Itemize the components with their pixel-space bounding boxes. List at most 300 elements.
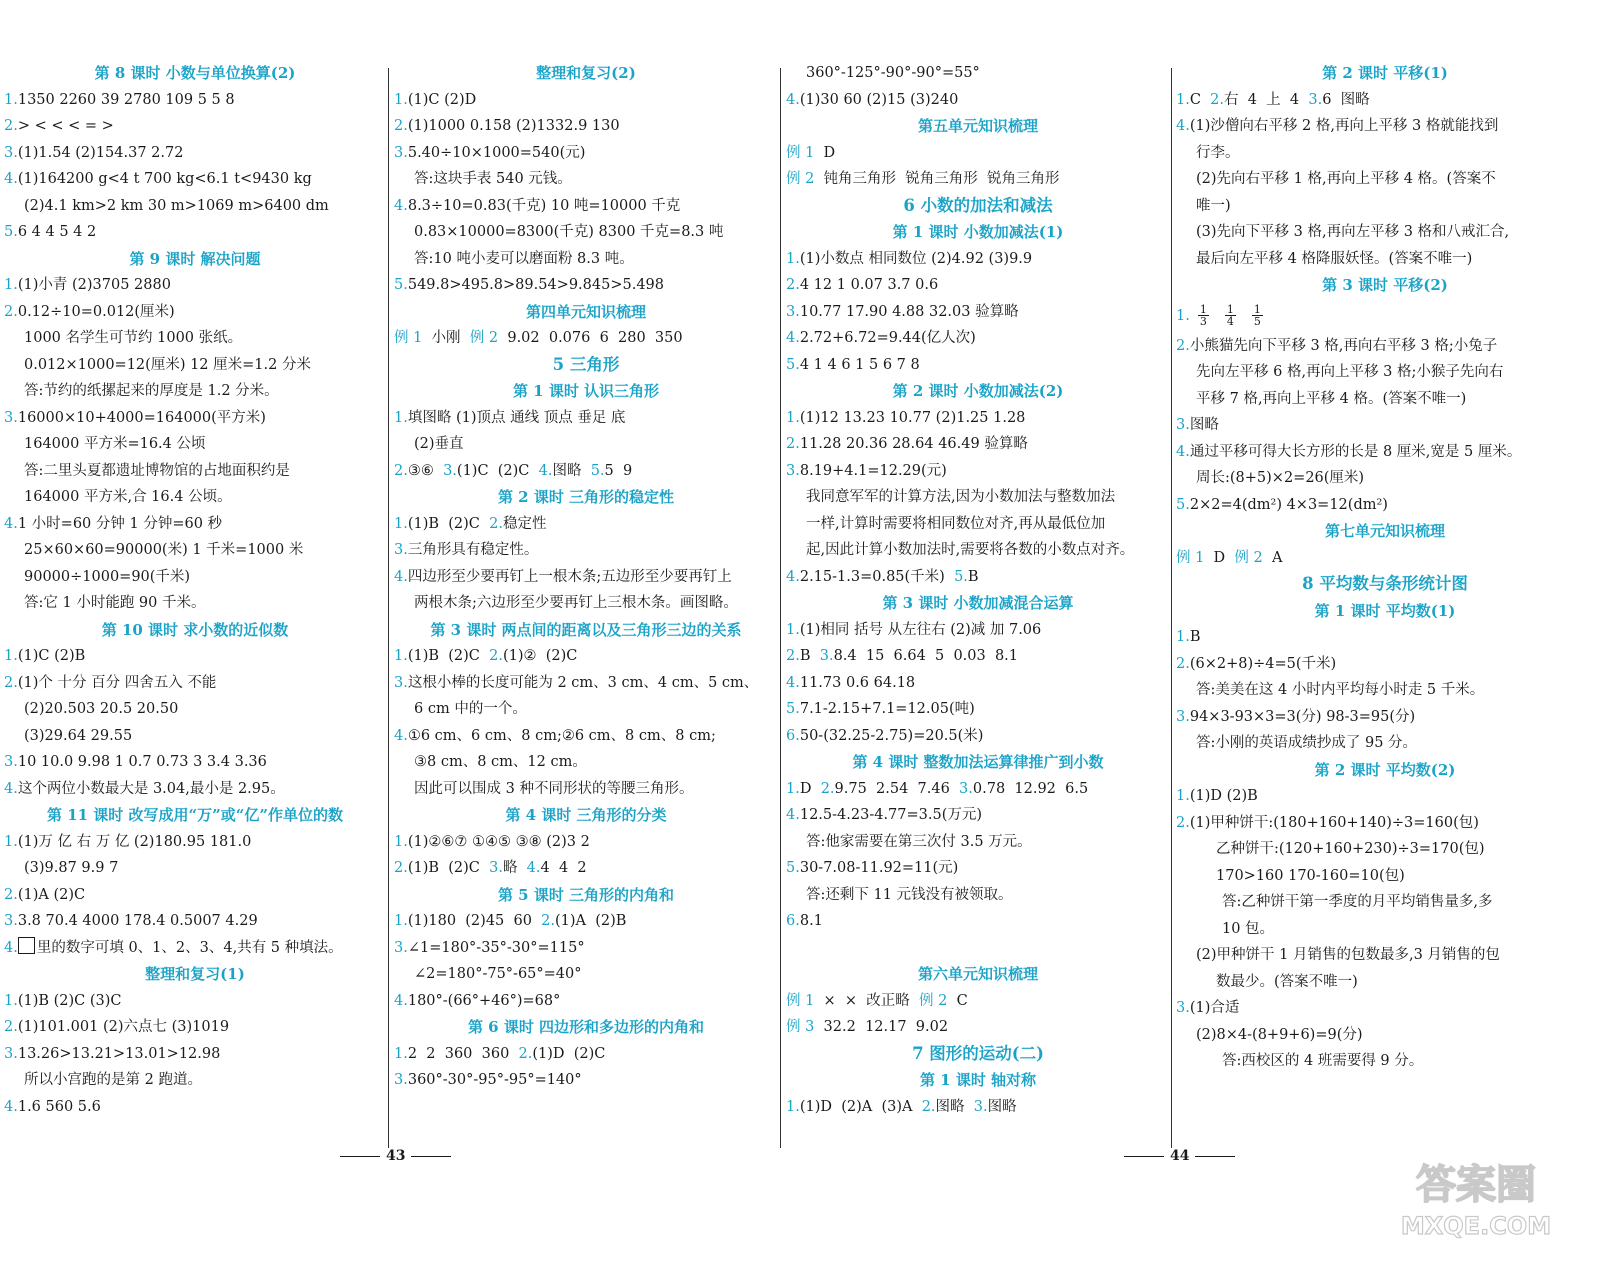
- answer-text: 钝角三角形 锐角三角形 锐角三角形: [814, 171, 1060, 187]
- question-number: 3.: [1308, 91, 1323, 108]
- answer-text: (1)个 十分 百分 四舍五入 不能: [17, 674, 217, 691]
- answer-line: [786, 140, 1170, 167]
- answer-line: (2)20.503 20.5 20.50: [24, 701, 179, 717]
- answer-line: [1176, 333, 1594, 360]
- page-number-left: [340, 1148, 451, 1164]
- answer-line: 一样,计算时需要将相同数位对齐,再从最低位加: [806, 515, 1106, 532]
- answer-text: 小刚: [422, 330, 470, 346]
- question-number: 4.: [394, 992, 408, 1009]
- answer-line: [394, 140, 778, 167]
- answer-line: [786, 988, 1170, 1015]
- answer-text: (1)C (2)D: [407, 91, 477, 108]
- answer-text: 16000×10+4000=164000(平方米): [17, 409, 266, 426]
- lesson-heading: 第七单元知识梳理: [1324, 522, 1445, 540]
- question-number: 2.: [1176, 337, 1190, 354]
- answer-line: 答:乙种饼干第一季度的月平均销售量多,多: [1222, 894, 1493, 910]
- unit-title: 7 图形的运动(二): [912, 1043, 1044, 1063]
- answer-text: C: [947, 992, 968, 1009]
- question-number: 1.: [394, 1045, 408, 1062]
- lesson-heading: 第六单元知识梳理: [917, 965, 1038, 983]
- page-number-right: [1124, 1148, 1235, 1164]
- answer-text: 里的数字可填 0、1、2、3、4,共有 5 种填法。: [36, 939, 343, 956]
- answer-text: (1)② (2)C: [502, 648, 578, 664]
- question-number: 例 2: [1234, 549, 1263, 566]
- answer-line: [4, 1094, 386, 1121]
- answer-text: ③⑥: [407, 462, 444, 479]
- answer-text: (1)164200 g<4 t 700 kg<6.1 t<9430 kg: [17, 171, 312, 187]
- answer-text: D: [799, 780, 821, 797]
- answer-line: 周长:(8+5)×2=26(厘米): [1196, 470, 1365, 486]
- answer-line: [786, 776, 1170, 803]
- answer-line: 答:10 吨小麦可以磨面粉 8.3 吨。: [414, 250, 634, 267]
- answer-text: (1)②⑥⑦ ①④⑤ ③⑧ (2)3 2: [407, 833, 590, 850]
- answer-text: 8.4 15 6.64 5 0.03 8.1: [833, 648, 1019, 664]
- answer-line: 我同意军军的计算方法,因为小数加法与整数加法: [806, 489, 1116, 505]
- answer-line: 1000 名学生可节约 1000 张纸。: [24, 330, 243, 346]
- fraction: [1198, 304, 1209, 327]
- answer-text: 549.8>495.8>89.54>9.845>5.498: [407, 277, 664, 293]
- answer-line: [394, 723, 778, 750]
- answer-line: [1176, 439, 1594, 466]
- lesson-heading: 第 1 课时 小数加减法(1): [892, 223, 1064, 241]
- question-number: 1.: [1176, 788, 1190, 804]
- question-number: 例 2: [786, 171, 815, 187]
- answer-text: 1350 2260 39 2780 109 5 5 8: [17, 91, 235, 108]
- answer-text: 13.26>13.21>13.01>12.98: [17, 1045, 221, 1062]
- answer-text: 4 4 2: [540, 860, 587, 876]
- answer-text: 50-(32.25-2.75)=20.5(米): [799, 727, 984, 744]
- answer-column-4: [1176, 60, 1594, 1075]
- question-number: 例 1: [786, 144, 815, 161]
- answer-text: 180°-(66°+46°)=68°: [407, 992, 561, 1009]
- answer-text: (1)相同 括号 从左往右 (2)减 加 7.06: [799, 621, 1042, 638]
- question-number: 2.: [921, 1098, 936, 1115]
- answer-text: ∠1=180°-35°-30°=115°: [407, 939, 585, 956]
- answer-text: 3.8 70.4 4000 178.4 0.5007 4.29: [17, 913, 258, 929]
- answer-text: 2.72+6.72=9.44(亿人次): [799, 330, 976, 346]
- answer-text: (1)沙僧向右平移 2 格,再向上平移 3 格就能找到: [1189, 118, 1499, 134]
- question-number: 2.: [394, 860, 408, 876]
- answer-line: 唯一): [1196, 197, 1231, 214]
- answer-line: [1176, 299, 1594, 333]
- question-number: 2.: [1210, 91, 1225, 108]
- question-number: 4.: [786, 91, 800, 108]
- answer-text: 这个两位小数最大是 3.04,最小是 2.95。: [17, 780, 285, 797]
- answer-line: [394, 405, 778, 432]
- lesson-heading: 第四单元知识梳理: [525, 302, 646, 321]
- answer-line: [786, 352, 1170, 379]
- answer-line: ③8 cm、8 cm、12 cm。: [414, 754, 587, 770]
- question-number: 2.: [489, 515, 503, 532]
- answer-text: 2×2=4(dm²) 4×3=12(dm²): [1189, 496, 1388, 513]
- question-number: 1.: [4, 833, 18, 850]
- question-number: 例 3: [786, 1019, 815, 1035]
- answer-line: ∠2=180°-75°-65°=40°: [414, 966, 582, 982]
- question-number: 3.: [1176, 1000, 1190, 1016]
- answer-line: [4, 670, 386, 697]
- question-number: 1.: [786, 409, 800, 426]
- numerator: 1: [1199, 303, 1207, 316]
- answer-text: 2.15-1.3=0.85(千米): [799, 568, 955, 585]
- answer-line: 答:这块手表 540 元钱。: [414, 171, 572, 187]
- question-number: 1.: [4, 992, 18, 1009]
- answer-text: 图略: [1189, 417, 1219, 433]
- answer-text: 9.75 2.54 7.46: [834, 780, 960, 797]
- question-number: 1.: [394, 648, 408, 664]
- lesson-heading: 第 1 课时 轴对称: [919, 1071, 1037, 1089]
- question-number: 4.: [526, 860, 541, 876]
- answer-line: [1176, 995, 1594, 1022]
- answer-line: 行李。: [1196, 144, 1240, 161]
- answer-line: [4, 219, 386, 246]
- question-number: 4.: [4, 171, 18, 187]
- question-number: 4.: [4, 515, 18, 532]
- answer-line: 答:二里头夏都遗址博物馆的占地面积约是: [24, 462, 290, 479]
- question-number: 4.: [786, 807, 800, 823]
- answer-line: [1176, 810, 1594, 837]
- answer-text: (1)B (2)C: [407, 515, 490, 532]
- question-number: 3.: [443, 462, 457, 479]
- answer-text: 稳定性: [502, 515, 547, 532]
- question-number: 2.: [4, 303, 18, 320]
- answer-text: × × 改正略: [814, 992, 920, 1009]
- answer-text: (1)101.001 (2)六点七 (3)1019: [17, 1019, 230, 1035]
- unit-title: 8 平均数与条形统计图: [1302, 574, 1468, 593]
- answer-line: [394, 908, 778, 935]
- answer-text: 5.40÷10×1000=540(元): [407, 144, 586, 161]
- answer-line: [4, 776, 386, 803]
- question-number: 3.: [786, 303, 800, 320]
- answer-text: 右 4 上 4: [1224, 91, 1309, 108]
- watermark-url: MXQE.COM: [1400, 1212, 1552, 1240]
- question-number: 1.: [394, 833, 408, 850]
- question-number: 2.: [541, 913, 555, 929]
- lesson-heading: 第五单元知识梳理: [917, 117, 1038, 135]
- answer-text: D: [1204, 549, 1235, 566]
- answer-line: [786, 908, 1170, 935]
- unit-title: 6 小数的加法和减法: [903, 195, 1053, 215]
- lesson-heading: 第 4 课时 整数加法运算律推广到小数: [852, 753, 1104, 771]
- question-number: 5.: [4, 224, 18, 240]
- question-number: 5.: [954, 568, 968, 585]
- page-number-text: 44: [1170, 1148, 1190, 1164]
- answer-line: 起,因此计算小数加法时,需要将各数的小数点对齐。: [806, 542, 1135, 558]
- question-number: 2.: [518, 1045, 533, 1062]
- question-number: 2.: [4, 118, 18, 134]
- answer-text: 10 10.0 9.98 1 0.7 0.73 3 3.4 3.36: [17, 754, 267, 770]
- question-number: 5.: [1176, 496, 1190, 513]
- question-number: 4.: [4, 939, 18, 956]
- answer-line: (2)先向右平移 1 格,再向上平移 4 格。(答案不: [1196, 171, 1496, 187]
- answer-line: [1176, 113, 1594, 140]
- question-number: 4.: [1176, 443, 1190, 460]
- answer-line: [786, 166, 1170, 193]
- answer-line: [786, 723, 1170, 750]
- answer-line: 10 包。: [1222, 920, 1275, 937]
- answer-line: (3)先向下平移 3 格,再向左平移 3 格和八戒汇合,: [1196, 224, 1510, 240]
- answer-line: (2)4.1 km>2 km 30 m>1069 m>6400 dm: [24, 197, 329, 214]
- answer-text: 8.19+4.1=12.29(元): [799, 462, 947, 479]
- answer-text: C: [1189, 91, 1211, 108]
- answer-line: [786, 272, 1170, 299]
- answer-text: (1)C (2)C: [456, 462, 539, 479]
- answer-line: [4, 299, 386, 326]
- answer-text: 4 1 4 6 1 5 6 7 8: [799, 356, 920, 373]
- question-number: 2.: [394, 462, 408, 479]
- answer-line: 25×60×60=90000(米) 1 千米=1000 米: [24, 542, 304, 558]
- answer-line: [1176, 651, 1594, 678]
- answer-line: [786, 458, 1170, 485]
- answer-line: [394, 829, 778, 856]
- question-number: 4.: [786, 674, 800, 691]
- answer-line: [4, 935, 386, 962]
- answer-line: [4, 140, 386, 167]
- answer-text: B: [1189, 629, 1201, 645]
- question-number: 3.: [1176, 417, 1190, 433]
- answer-line: 164000 平方米=16.4 公顷: [24, 436, 206, 452]
- answer-line: [786, 431, 1170, 458]
- question-number: 5.: [786, 356, 800, 373]
- lesson-heading: 第 5 课时 三角形的内角和: [497, 885, 675, 904]
- question-number: 2.: [4, 674, 18, 691]
- question-number: 3.: [394, 144, 408, 161]
- numerator: 1: [1253, 303, 1261, 316]
- question-number: 3.: [4, 144, 18, 161]
- answer-line: [394, 87, 778, 114]
- question-number: 3.: [489, 860, 503, 876]
- lesson-heading: 第 3 课时 平移(2): [1322, 276, 1448, 294]
- answer-text: 图略: [935, 1098, 974, 1115]
- answer-line: 乙种饼干:(120+160+230)÷3=170(包): [1216, 841, 1485, 857]
- answer-line: 答:节约的纸摞起来的厚度是 1.2 分米。: [24, 383, 279, 399]
- answer-line: [786, 1014, 1170, 1041]
- answer-text: (1)B (2)C: [407, 648, 490, 664]
- blank-box: [18, 937, 35, 954]
- answer-text: (1)12 13.23 10.77 (2)1.25 1.28: [799, 409, 1026, 426]
- answer-text: 94×3-93×3=3(分) 98-3=95(分): [1189, 708, 1416, 725]
- question-number: 3.: [4, 409, 18, 426]
- answer-line: [786, 246, 1170, 273]
- lesson-heading: 第 3 课时 两点间的距离以及三角形三边的关系: [430, 620, 742, 639]
- answer-line: [786, 617, 1170, 644]
- lesson-heading: 第 1 课时 认识三角形: [512, 382, 660, 400]
- question-number: 4.: [394, 197, 408, 214]
- answer-text: (1)B (2)C (3)C: [17, 992, 122, 1009]
- question-number: 4.: [786, 568, 800, 585]
- answer-line: [394, 193, 778, 220]
- answer-text: (1)1000 0.158 (2)1332.9 130: [407, 118, 620, 134]
- answer-line: [1176, 412, 1594, 439]
- answer-line: [394, 643, 778, 670]
- answer-line: [394, 670, 778, 697]
- answer-text: (1)1.54 (2)154.37 2.72: [17, 144, 184, 161]
- lesson-heading: 整理和复习(1): [145, 965, 245, 983]
- answer-text: (1)B (2)C: [407, 860, 490, 876]
- answer-text: 4 12 1 0.07 3.7 0.6: [799, 277, 939, 293]
- lesson-heading: 第 6 课时 四边形和多边形的内角和: [467, 1018, 705, 1036]
- watermark-logo: [1386, 1148, 1566, 1244]
- answer-text: B: [799, 648, 820, 664]
- question-number: 例 1: [394, 330, 423, 346]
- question-number: 例 1: [786, 992, 815, 1009]
- answer-line: [394, 113, 778, 140]
- question-number: 例 2: [919, 992, 948, 1009]
- answer-text: (1)D (2)A (3)A: [799, 1098, 922, 1115]
- answer-text: 360°-30°-95°-95°=140°: [407, 1072, 582, 1088]
- question-number: 3.: [394, 1072, 408, 1088]
- answer-line: [4, 405, 386, 432]
- question-number: 3.: [973, 1098, 988, 1115]
- answer-text: 6 图略: [1322, 91, 1370, 108]
- answer-text: 三角形具有稳定性。: [407, 542, 539, 558]
- denominator: 5: [1253, 315, 1261, 328]
- answer-text: 0.78 12.92 6.5: [972, 780, 1089, 797]
- question-number: 4.: [786, 330, 800, 346]
- answer-line: [1176, 492, 1594, 519]
- question-number: 1.: [1176, 307, 1190, 324]
- answer-text: 图略: [987, 1098, 1017, 1115]
- lesson-heading: 第 2 课时 小数加减法(2): [892, 382, 1064, 400]
- numerator: 1: [1226, 303, 1234, 316]
- question-number: 5.: [394, 277, 408, 293]
- answer-line: 所以小宫跑的是第 2 跑道。: [24, 1072, 202, 1088]
- question-number: 1.: [786, 250, 800, 267]
- question-number: 2.: [820, 780, 835, 797]
- answer-line: 164000 平方米,合 16.4 公顷。: [24, 489, 232, 505]
- question-number: 6.: [786, 913, 800, 929]
- answer-line: [786, 855, 1170, 882]
- answer-line: [4, 87, 386, 114]
- answer-text: (1)C (2)B: [17, 648, 86, 664]
- answer-line: [786, 405, 1170, 432]
- question-number: 3.: [786, 462, 800, 479]
- answer-line: [1176, 87, 1594, 114]
- lesson-heading: 第 10 课时 求小数的近似数: [101, 620, 289, 639]
- answer-text: 11.28 20.36 28.64 46.49 验算略: [799, 436, 1028, 452]
- answer-line: [394, 564, 778, 591]
- spacer: [786, 935, 1170, 962]
- lesson-heading: 第 9 课时 解决问题: [129, 249, 261, 268]
- answer-line: 360°-125°-90°-90°=55°: [806, 65, 980, 81]
- answer-line: [4, 113, 386, 140]
- answer-line: [394, 458, 778, 485]
- answer-column-2: [394, 60, 778, 1094]
- question-number: 1.: [4, 91, 18, 108]
- question-number: 5.: [786, 860, 800, 876]
- question-number: 1.: [4, 648, 18, 664]
- answer-text: (1)万 亿 右 万 亿 (2)180.95 181.0: [17, 833, 252, 850]
- question-number: 2.: [786, 436, 800, 452]
- answer-text: 5 9: [604, 462, 633, 479]
- answer-line: [394, 935, 778, 962]
- question-number: 2.: [786, 648, 800, 664]
- answer-line: [4, 511, 386, 538]
- question-number: 4.: [4, 1098, 18, 1115]
- question-number: 3.: [959, 780, 973, 797]
- answer-text: (1)30 60 (2)15 (3)240: [799, 91, 959, 108]
- answer-text: 图略: [552, 462, 591, 479]
- question-number: 1.: [4, 277, 18, 293]
- answer-text: 略: [502, 860, 527, 876]
- question-number: 6.: [786, 727, 800, 744]
- question-number: 1.: [394, 91, 408, 108]
- question-number: 例 1: [1176, 549, 1205, 566]
- answer-line: (2)8×4-(8+9+6)=9(分): [1196, 1026, 1363, 1043]
- fraction: [1252, 304, 1263, 327]
- answer-line: 最后向左平移 4 格降服妖怪。(答案不唯一): [1196, 250, 1473, 267]
- answer-line: [1176, 545, 1594, 572]
- answer-line: 6 cm 中的一个。: [414, 701, 527, 717]
- answer-line: 90000÷1000=90(千米): [24, 568, 191, 585]
- answer-text: 小熊猫先向下平移 3 格,再向右平移 3 格;小兔子: [1189, 337, 1498, 354]
- question-number: 3.: [394, 542, 408, 558]
- question-number: 1.: [786, 621, 800, 638]
- answer-text: 2 2 360 360: [407, 1045, 519, 1062]
- answer-line: 答:他家需要在第三次付 3.5 万元。: [806, 833, 1032, 850]
- answer-text: 8.1: [799, 913, 823, 929]
- question-number: 1.: [786, 1098, 800, 1115]
- question-number: 3.: [819, 648, 834, 664]
- question-number: 4.: [394, 568, 408, 585]
- answer-text: (1)A (2)C: [17, 886, 86, 903]
- answer-text: A: [1262, 549, 1283, 566]
- answer-text: 10.77 17.90 4.88 32.03 验算略: [799, 303, 1019, 320]
- denominator: 3: [1199, 315, 1207, 328]
- lesson-heading: 第 2 课时 平均数(2): [1314, 760, 1456, 779]
- answer-line: [786, 802, 1170, 829]
- answer-line: [4, 272, 386, 299]
- column-divider: [780, 68, 781, 1148]
- answer-text: ①6 cm、6 cm、8 cm;②6 cm、8 cm、8 cm;: [407, 727, 716, 744]
- question-number: 2.: [4, 1019, 18, 1035]
- answer-text: 9.02 0.076 6 280 350: [498, 330, 683, 346]
- answer-text: (1)D (2)B: [1189, 788, 1258, 804]
- denominator: 4: [1226, 315, 1234, 328]
- answer-line: [1176, 783, 1594, 810]
- answer-line: [4, 1014, 386, 1041]
- answer-line: [394, 272, 778, 299]
- question-number: 4.: [538, 462, 553, 479]
- answer-line: 答:还剩下 11 元钱没有被领取。: [806, 886, 1013, 903]
- answer-text: 填图略 (1)顶点 通线 顶点 垂足 底: [407, 409, 626, 426]
- question-number: 2.: [786, 277, 800, 293]
- question-number: 4.: [394, 727, 408, 744]
- question-number: 3.: [4, 1045, 18, 1062]
- answer-line: 答:美美在这 4 小时内平均每小时走 5 千米。: [1196, 682, 1485, 698]
- answer-column-3: [786, 60, 1170, 1120]
- question-number: 4.: [4, 780, 18, 797]
- unit-title: 5 三角形: [552, 354, 620, 374]
- question-number: 3.: [4, 913, 18, 929]
- question-number: 1.: [1176, 91, 1190, 108]
- lesson-heading: 第 11 课时 改写成用“万”或“亿”作单位的数: [46, 806, 344, 824]
- answer-text: 7.1-2.15+7.1=12.05(吨): [799, 701, 975, 717]
- answer-line: [4, 749, 386, 776]
- answer-text: 11.73 0.6 64.18: [799, 674, 916, 691]
- answer-line: 因此可以围成 3 种不同形状的等腰三角形。: [414, 780, 694, 797]
- question-number: 1.: [394, 409, 408, 426]
- lesson-heading: 第 1 课时 平均数(1): [1314, 601, 1456, 620]
- answer-line: [786, 670, 1170, 697]
- answer-line: [786, 696, 1170, 723]
- answer-text: 1 小时=60 分钟 1 分钟=60 秒: [17, 515, 223, 532]
- answer-line: 两根木条;六边形至少要再钉上三根木条。画图略。: [414, 595, 738, 611]
- answer-column-1: [4, 60, 386, 1120]
- answer-line: [4, 908, 386, 935]
- question-number: 3.: [394, 674, 408, 691]
- answer-line: (2)甲种饼干 1 月销售的包数最多,3 月销售的包: [1196, 947, 1500, 963]
- answer-text: (1)甲种饼干:(180+160+140)÷3=160(包): [1189, 814, 1479, 831]
